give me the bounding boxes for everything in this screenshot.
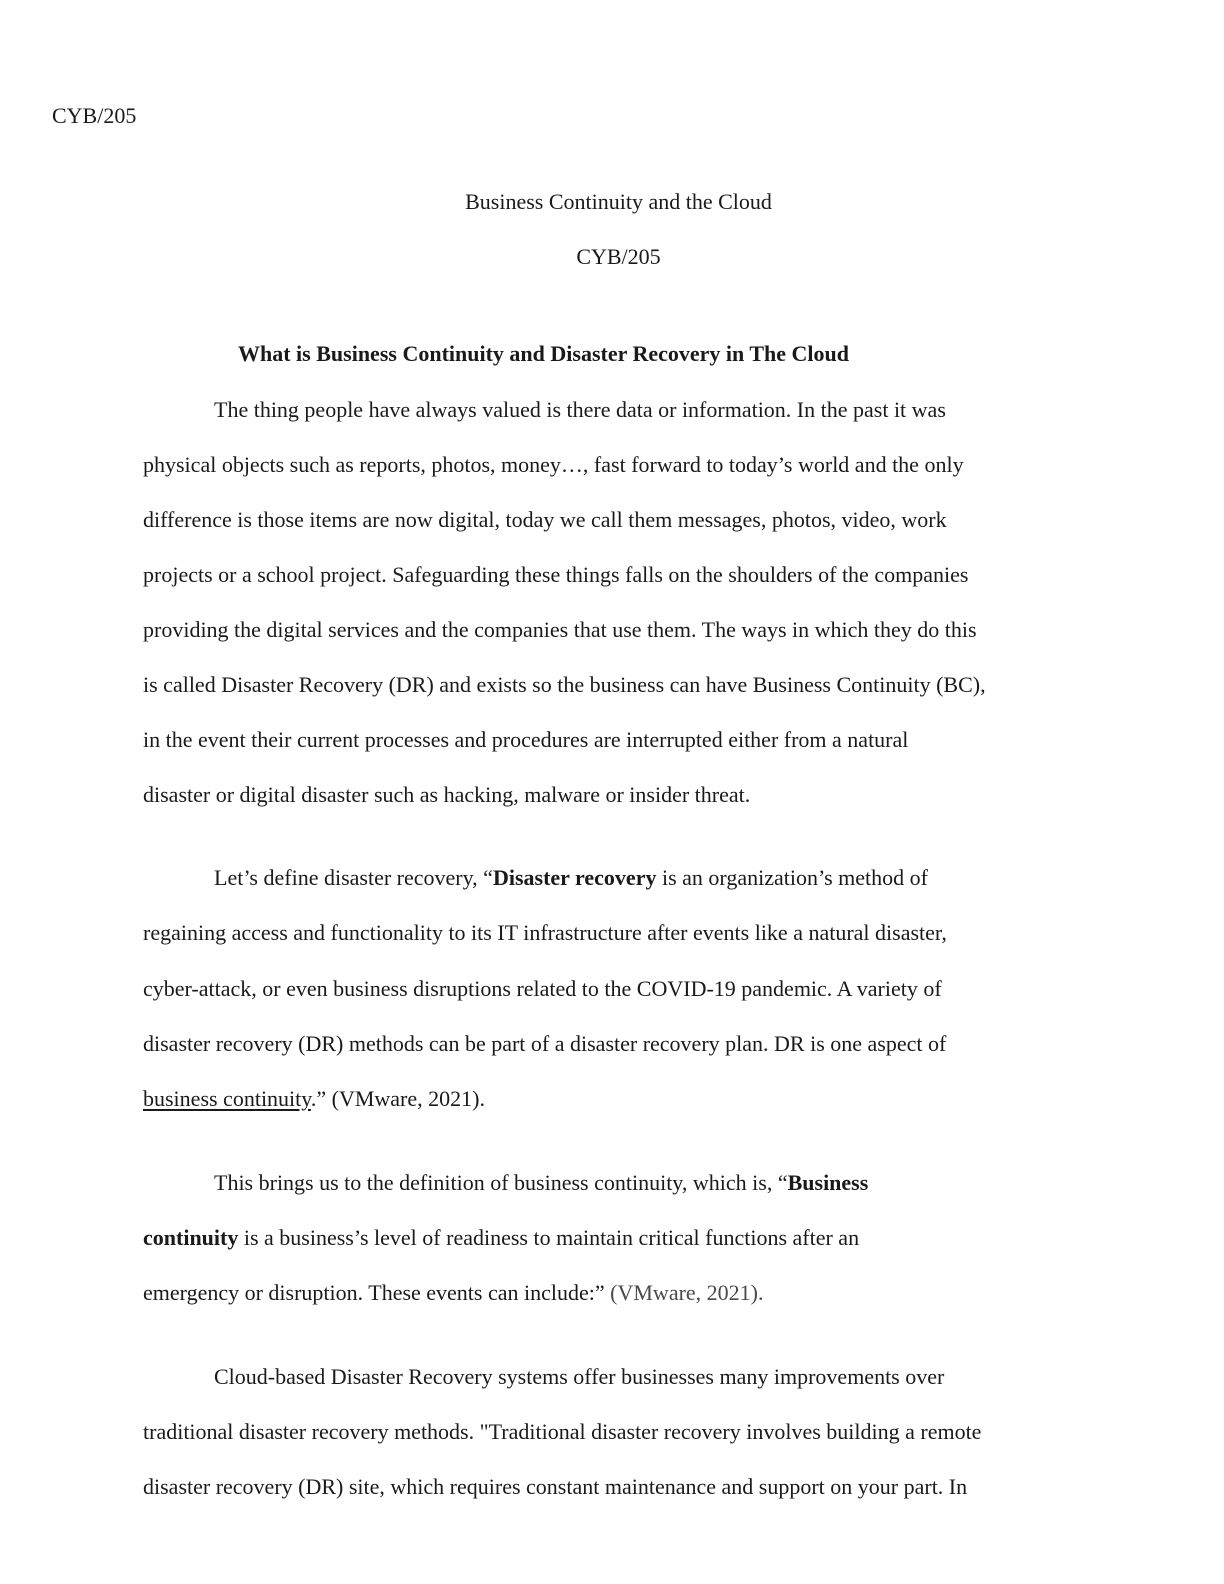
text-segment: Let’s define disaster recovery, “	[214, 865, 493, 890]
section-heading: What is Business Continuity and Disaster Recovery in The Cloud	[238, 341, 850, 366]
paragraph-line	[143, 1085, 485, 1113]
paragraph-line: disaster or digital disaster such as hacking, malware or insider threat.	[143, 782, 751, 807]
paragraph-line: disaster recovery (DR) methods can be part of a disaster recovery plan. DR is one aspect of	[143, 1031, 947, 1056]
bold-term: continuity	[143, 1225, 239, 1250]
header-course-code: CYB/205	[52, 103, 137, 128]
citation: (VMware, 2021).	[610, 1280, 764, 1305]
document-course: CYB/205	[576, 244, 661, 269]
paragraph-line	[214, 864, 928, 892]
paragraph-line: providing the digital services and the companies that use them. The ways in which they do this	[143, 617, 977, 642]
paragraph-line: in the event their current processes and procedures are interrupted either from a natural	[143, 727, 909, 752]
text-segment: emergency or disruption. These events can include:”	[143, 1280, 611, 1305]
text-segment: This brings us to the definition of business continuity, which is, “	[214, 1170, 788, 1195]
paragraph-line: The thing people have always valued is there data or information. In the past it was	[214, 397, 946, 422]
text-segment: is an organization’s method of	[656, 865, 928, 890]
bold-term: Disaster recovery	[492, 865, 657, 890]
paragraph-line: traditional disaster recovery methods. "Traditional disaster recovery involves building a remote	[143, 1419, 982, 1444]
text-segment: .” (VMware, 2021).	[310, 1086, 485, 1111]
paragraph-line: regaining access and functionality to its IT infrastructure after events like a natural disaster,	[143, 920, 947, 945]
bold-term: Business	[787, 1170, 869, 1195]
document-title: Business Continuity and the Cloud	[465, 189, 772, 214]
paragraph-line	[214, 1169, 868, 1197]
paragraph-line	[143, 1279, 764, 1307]
paragraph-line: projects or a school project. Safeguarding these things falls on the shoulders of the companies	[143, 562, 969, 587]
paragraph-line: physical objects such as reports, photos, money…, fast forward to today’s world and the only	[143, 452, 964, 477]
paragraph-line: disaster recovery (DR) site, which requires constant maintenance and support on your part. In	[143, 1474, 968, 1499]
business-continuity-link[interactable]: business continuity	[143, 1086, 311, 1111]
text-segment: is a business’s level of readiness to maintain critical functions after an	[238, 1225, 860, 1250]
paragraph-line: cyber-attack, or even business disruptions related to the COVID-19 pandemic. A variety of	[143, 976, 942, 1001]
paragraph-line: difference is those items are now digital, today we call them messages, photos, video, work	[143, 507, 947, 532]
paragraph-line: is called Disaster Recovery (DR) and exists so the business can have Business Continuity (BC),	[143, 672, 986, 697]
paragraph-line	[143, 1224, 859, 1252]
paragraph-line: Cloud-based Disaster Recovery systems offer businesses many improvements over	[214, 1364, 945, 1389]
